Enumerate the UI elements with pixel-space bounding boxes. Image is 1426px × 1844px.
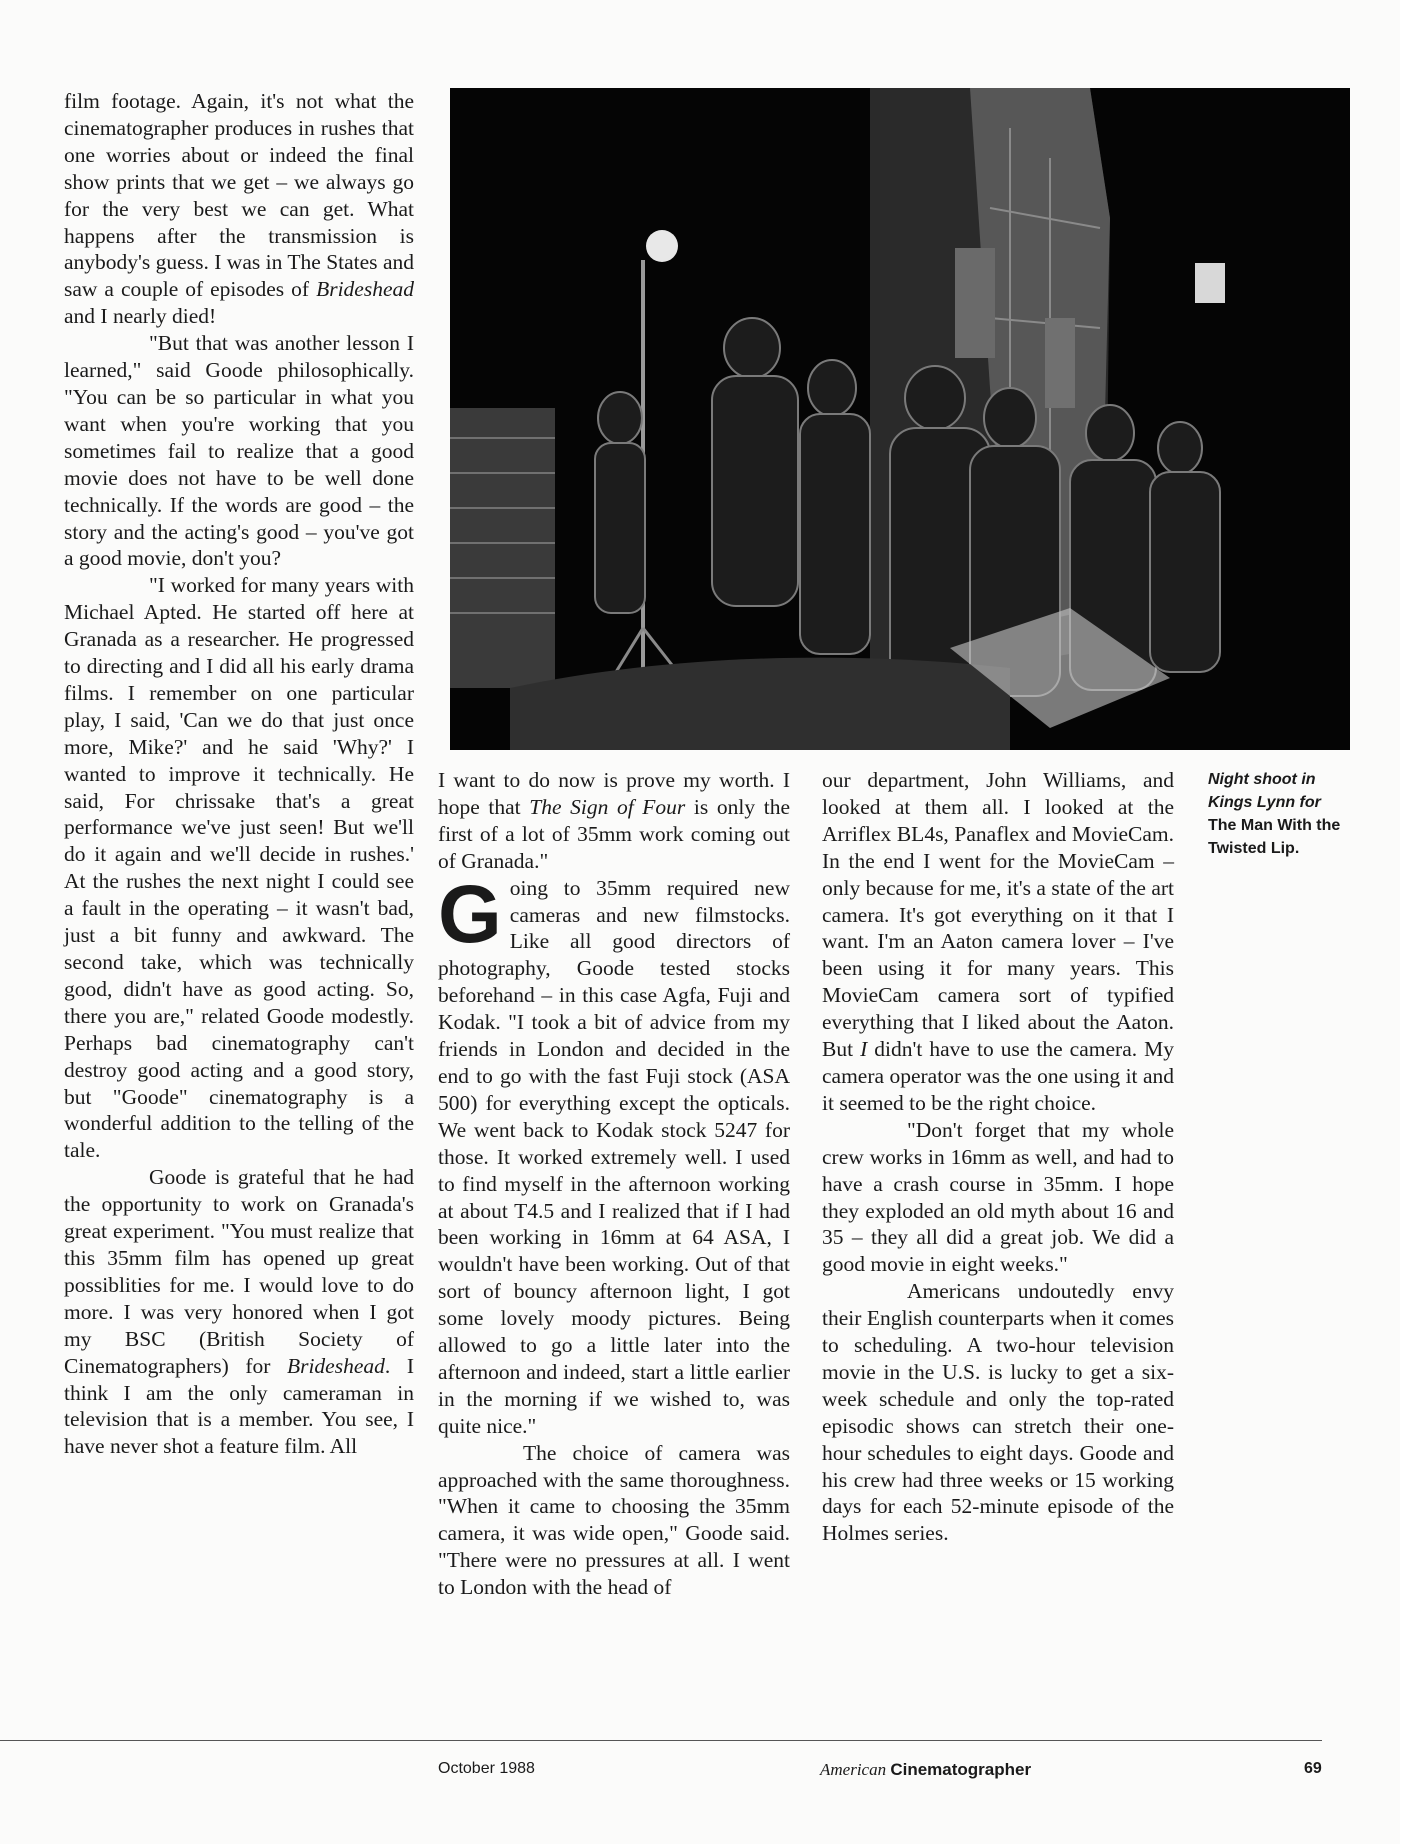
magazine-name: American Cinematographer: [820, 1760, 1032, 1779]
article-column-3: [822, 767, 1174, 1547]
paragraph: Goode is grateful that he had the opportunity to work on Granada's great experiment. "You must realize that this 35mm film has opened up great possiblities for me. I would love to do more. I was very honored when I got my BSC (British Society of Cinematographers) for Brideshead. I think I am the only cameraman in television that is a member. You see, I have never shot a feature film. All: [64, 1165, 414, 1459]
paragraph: Going to 35mm required new cameras and new filmstocks. Like all good directors of photography, Goode tested stocks beforehand – in this case Agfa, Fuji and Kodak. "I took a bit of advice from my friends in London and decided in the end to go with the fast Fuji stock (ASA 500) for everything except the opticals. We went back to Kodak stock 5247 for those. It worked extremely well. I used to find myself in the afternoon working at about T4.5 and I realized that if I had been working in 16mm at 64 ASA, I wouldn't have been working. Out of that sort of bouncy afternoon light, I got some lovely moody pictures. Being allowed to go a little later into the afternoon and indeed, start a little earlier in the morning if we wished to, was quite nice.": [438, 868, 790, 1438]
paragraph: our department, John Williams, and looked at them all. I looked at the Arriflex BL4s, Panaflex and MovieCam. In the end I went for the MovieCam – only because for me, it's a state of the art camera. It's got everything on it that I want. I'm an Aaton camera lover – I've been using it for many years. This MovieCam camera sort of typified everything that I liked about the Aaton. But I didn't have to use the camera. My camera operator was the one using it and it seemed to be the right choice.: [822, 768, 1174, 1115]
night-shoot-photo: [450, 88, 1350, 750]
paragraph: "Don't forget that my whole crew works in 16mm as well, and had to have a crash course in 35mm. I hope they exploded an old myth about 16 and 35 – they all did a great job. We did a good movie in eight weeks.": [822, 1117, 1174, 1277]
article-column-2: [438, 767, 790, 1601]
footer-divider: [0, 1740, 1322, 1741]
paragraph: I want to do now is prove my worth. I hope that The Sign of Four is only the first of a lot of 35mm work coming out of Granada.": [438, 768, 790, 873]
page-number: 69: [1304, 1760, 1322, 1777]
photo-caption: Night shoot in Kings Lynn for The Man With the Twisted Lip.: [1208, 771, 1341, 857]
paragraph: The choice of camera was approached with the same thoroughness. "When it came to choosing the 35mm camera, it was wide open," Goode said. "There were no pressures at all. I went to London with the head of: [438, 1440, 790, 1600]
article-column-1: [64, 88, 414, 1460]
paragraph: film footage. Again, it's not what the cinematographer produces in rushes that one worries about or indeed the final show prints that we get – we always go for the very best we can get. What happens after the transmission is anybody's guess. I was in The States and saw a couple of episodes of Brideshead and I nearly died!: [64, 89, 414, 329]
issue-date: October 1988: [438, 1760, 535, 1777]
paragraph: "But that was another lesson I learned," said Goode philosophically. "You can be so particular in what you want when you're working that you sometimes fail to realize that a good movie does not have to be well done technically. If the words are good – the story and the acting's good – you've got a good movie, don't you?: [64, 331, 414, 571]
paragraph: Americans undoutedly envy their English counterparts when it comes to scheduling. A two-hour television movie in the U.S. is lucky to get a six-week schedule and only the top-rated episodic shows can stretch their one-hour schedules to eight days. Goode and his crew had three weeks or 15 working days for each 52-minute episode of the Holmes series.: [822, 1279, 1174, 1546]
film-crew-night-scene-image: [450, 88, 1350, 750]
drop-cap: G: [438, 868, 502, 960]
paragraph: "I worked for many years with Michael Apted. He started off here at Granada as a researcher. He progressed to directing and I did all his early drama films. I remember on one particular play, I said, 'Can we do that just once more, Mike?' and he said 'Why?' I wanted to improve it technically. He said, For chrissake that's a great performance we've just seen! But we'll do it again and we'll decide in rushes.' At the rushes the next night I could see a fault in the operating – it wasn't bad, just a bit funny and awkward. The second take, which was technically good, didn't have as good acting. So, there you are," related Goode modestly. Perhaps bad cinematography can't destroy good acting and a good story, but "Goode" cinematography is a wonderful addition to the telling of the tale.: [64, 573, 414, 1163]
